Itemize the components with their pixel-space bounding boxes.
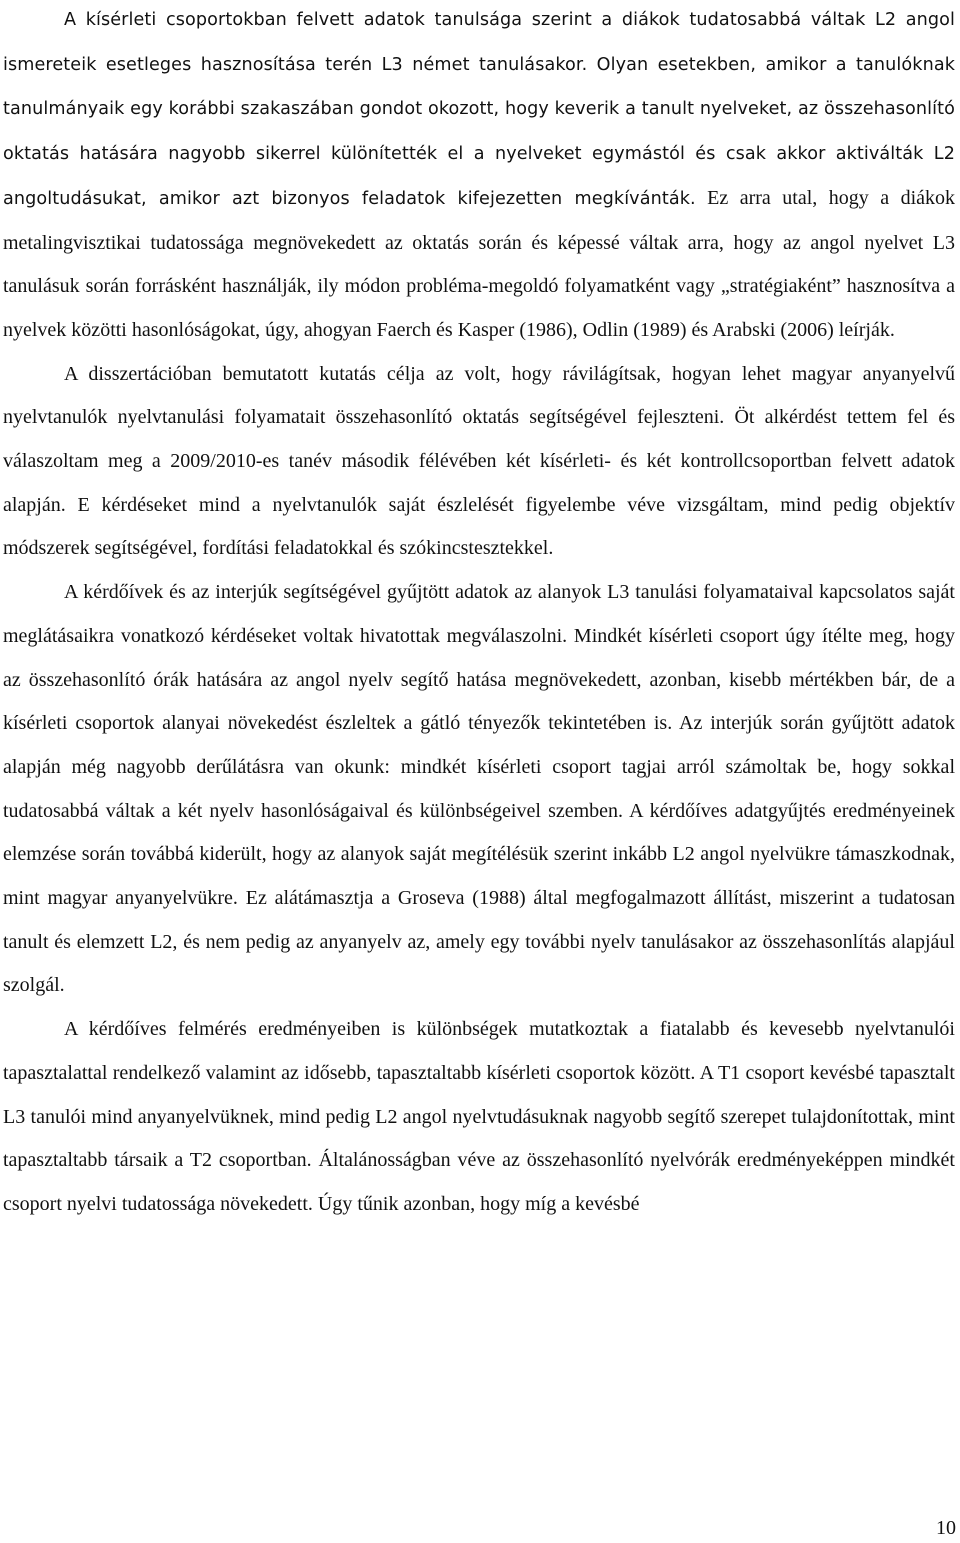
page-number: 10 xyxy=(936,1517,956,1539)
paragraph-2 xyxy=(3,353,955,572)
paragraph-1 xyxy=(3,0,955,353)
body-text xyxy=(3,0,955,1227)
paragraph-3 xyxy=(3,571,955,1008)
paragraph-1-sentence-group-1: A kísérleti csoportokban felvett adatok tanulsága szerint a diákok tudatosabbá váltak L2 angol ismereteik esetleges hasznosítása terén L3 német tanulásakor. Olyan esetekben, amikor a tanulóknak tanulmányaik egy korábbi szakaszában gondot okozott, hogy keverik a tanult nyelveket, az összehasonlító oktatás hatására nagyobb sikerrel különítették el a nyelveket egymástól és csak akkor aktiválták L2 angoltudásukat, amikor azt bizonyos feladatok kifejezetten megkívánták. xyxy=(3,10,955,209)
paragraph-3-text: A kérdőívek és az interjúk segítségével gyűjtött adatok az alanyok L3 tanulási folyamataival kapcsolatos saját meglátásaikra vonatkozó kérdéseket voltak hivatottak megválaszolni. Mindkét kísérleti csoport úgy ítélte meg, hogy az összehasonlító órák hatására az angol nyelv segítő hatása megnövekedett, azonban, kisebb mértékben bár, de a kísérleti csoportok alanyai növekedést észleltek a gátló tényezők tekintetében is. Az interjúk során gyűjtött adatok alapján még nagyobb derűlátásra van okunk: mindkét kísérleti csoport tagjai arról számoltak be, hogy sokkal tudatosabbá váltak a két nyelv hasonlóságaival és különbségeivel szemben. A kérdőíves adatgyűjtés eredményeinek elemzése során továbbá kiderült, hogy az alanyok saját megítélésük szerint inkább L2 angol nyelvükre támaszkodnak, mint magyar anyanyelvükre. Ez alátámasztja a Groseva (1988) által megfogalmazott állítást, miszerint a tudatosan tanult és elemzett L2, és nem pedig az anyanyelv az, amely egy további nyelv tanulásakor az összehasonlítás alapjául szolgál. xyxy=(3,581,955,997)
paragraph-1-sentence-group-2: Ez arra utal, hogy a diákok metalingvisztikai tudatossága megnövekedett az oktatás során és képessé váltak arra, hogy az angol nyelvet L3 tanulásuk során forrásként használják, ily módon probléma-megoldó folyamatként vagy „stratégiaként” hasznosítva a nyelvek közötti hasonlóságokat, úgy, ahogyan Faerch és Kasper (1986), Odlin (1989) és Arabski (2006) leírják. xyxy=(3,186,956,341)
paragraph-2-text: A disszertációban bemutatott kutatás célja az volt, hogy rávilágítsak, hogyan lehet magyar anyanyelvű nyelvtanulók nyelvtanulási folyamatait összehasonlító oktatás segítségével fejleszteni. Öt alkérdést tettem fel és válaszoltam meg a 2009/2010-es tanév második félévében két kísérleti- és két kontrollcsoportban felvett adatok alapján. E kérdéseket mind a nyelvtanulók saját észlelését figyelembe véve vizsgáltam, mind pedig objektív módszerek segítségével, fordítási feladatokkal és szókincstesztekkel. xyxy=(3,362,955,560)
paragraph-4 xyxy=(3,1008,955,1227)
paragraph-4-text: A kérdőíves felmérés eredményeiben is különbségek mutatkoztak a fiatalabb és kevesebb nyelvtanulói tapasztalattal rendelkező valamint az idősebb, tapasztaltabb kísérleti csoportok között. A T1 csoport kevésbé tapasztalt L3 tanulói mind anyanyelvüknek, mind pedig L2 angol nyelvtudásuknak nagyobb segítő szerepet tulajdonítottak, mint tapasztaltabb társaik a T2 csoportban. Általánosságban véve az összehasonlító nyelvórák eredményeképpen mindkét csoport nyelvi tudatossága növekedett. Úgy tűnik azonban, hogy míg a kevésbé xyxy=(3,1018,955,1215)
